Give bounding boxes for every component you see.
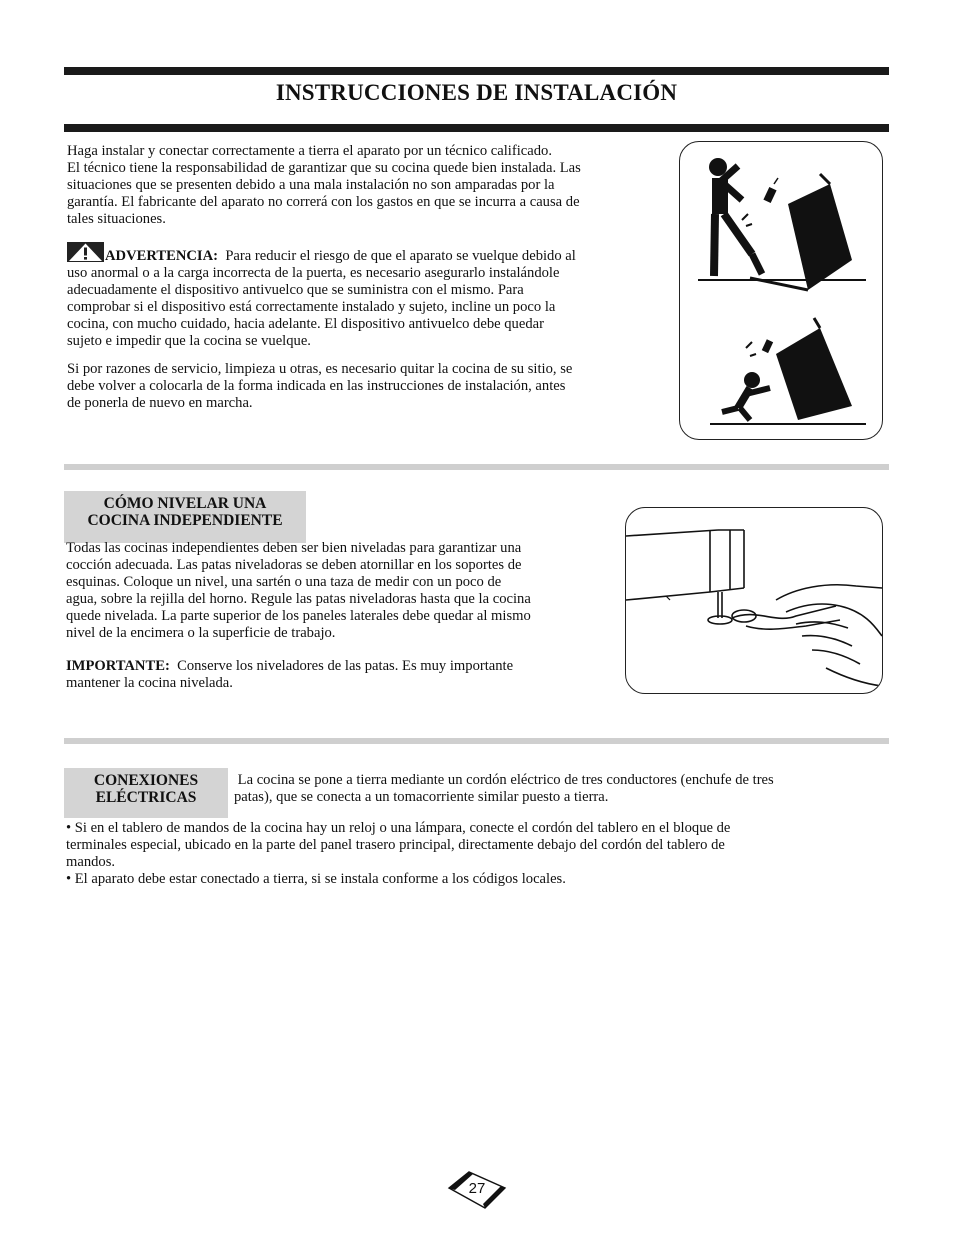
leveling-leg-wrench-illustration xyxy=(625,507,883,694)
section-divider-2 xyxy=(64,738,889,744)
list-item: • Si en el tablero de mandos de la cocina hay un reloj o una lámpara, conecte el cordón del tablero en el bloque de xyxy=(66,820,731,836)
page-number: 27 xyxy=(468,1180,486,1197)
warning-paragraph: ADVERTENCIA: Para reducir el riesgo de que el aparato se vuelque debido al uso anormal o a la carga incorrecta de la puerta, es necesario asegurarlo instalándole adecuadamente el dispositivo antivuelco que se suministra con el mismo. Para comprobar si el dispositivo está correctamente instalado y sujeto, incline un poco la cocina, con mucho cuidado, hacia adelante. El dispositivo antivuelco debe quedar sujeto e impedir que la cocina se vuelque. xyxy=(67,242,672,350)
intro-paragraph: Haga instalar y conectar correctamente a tierra el aparato por un técnico calificado. El técnico tiene la responsabilidad de garantizar que su cocina quede bien instalada. Las situaciones que se presenten debido a una mala instalación no son amparadas por la garantía. El fabricante del aparato no correrá con los gastos en que se incurra a causa de tales situaciones. xyxy=(67,143,581,227)
exclamation-triangle-icon xyxy=(67,242,104,262)
tip-over-warning-illustration xyxy=(679,141,883,440)
title-underline-rule xyxy=(64,124,889,132)
electrical-bullet-list: • Si en el tablero de mandos de la cocina hay un reloj o una lámpara, conecte el cordón del tablero en el bloque de terminales especial, ubicado en la parte del panel trasero principal, directamente debajo del cordón del tablero de mandos. • El aparato debe estar conectado a tierra, si se instala conforme a los códigos locales. xyxy=(66,820,731,887)
page-title: INSTRUCCIONES DE INSTALACIÓN xyxy=(275,80,678,105)
page-number-badge xyxy=(447,1170,507,1210)
warning-label: ADVERTENCIA: xyxy=(105,248,219,264)
electrical-intro-paragraph: La cocina se pone a tierra mediante un cordón eléctrico de tres conductores (enchufe de tres patas), que se conecta a un tomacorriente similar puesto a tierra. xyxy=(234,772,774,805)
section-divider-1 xyxy=(64,464,889,470)
leveling-body-paragraph: Todas las cocinas independientes deben ser bien niveladas para garantizar una cocción adecuada. Las patas niveladoras se deben atornillar en los soportes de esquinas. Coloque un nivel, una sartén o una taza de medir con un poco de agua, sobre la rejilla del horno. Regule las patas niveladoras hasta que la cocina quede nivelada. La parte superior de los paneles laterales debe quedar al mismo nivel de la encimera o la superficie de trabajo. xyxy=(66,540,531,641)
important-paragraph: IMPORTANTE: Conserve los niveladores de las patas. Es muy importante mantener la cocina nivelada. xyxy=(66,658,514,691)
electrical-section-heading: CONEXIONES ELÉCTRICAS xyxy=(64,768,228,818)
leveling-section-heading: CÓMO NIVELAR UNA COCINA INDEPENDIENTE xyxy=(64,491,306,543)
service-paragraph: Si por razones de servicio, limpieza u otras, es necesario quitar la cocina de su sitio, se debe volver a colocarla de la forma indicada en las instrucciones de instalación, antes de ponerla de nuevo en marcha. xyxy=(67,361,573,411)
top-rule xyxy=(64,67,889,75)
important-label: IMPORTANTE: xyxy=(66,658,170,674)
list-item: • El aparato debe estar conectado a tierra, si se instala conforme a los códigos locales. xyxy=(66,871,566,887)
